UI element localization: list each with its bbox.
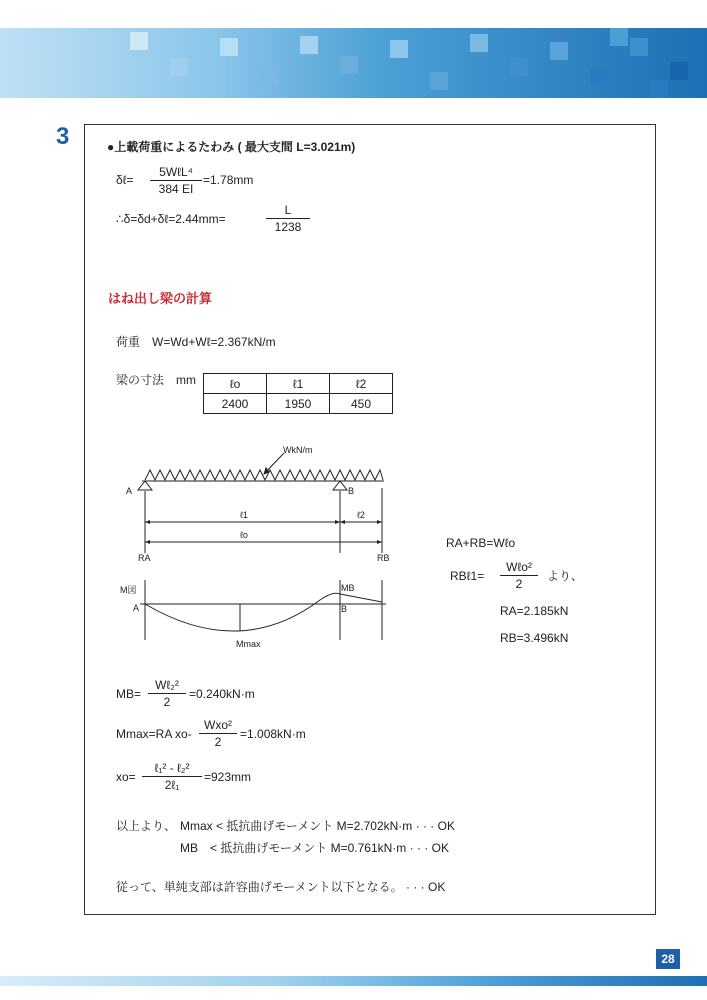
dims-header-l0: ℓo xyxy=(204,374,267,394)
reaction-sum: RA+RB=Wℓo xyxy=(446,536,516,550)
load-label: WkN/m xyxy=(283,445,313,455)
mb-fraction xyxy=(148,678,186,709)
mmax-label: Mmax xyxy=(236,639,261,649)
reaction-numerator: Wℓo² xyxy=(500,560,538,576)
eq1-lhs: δℓ= xyxy=(116,173,134,187)
reaction-tail: より、 xyxy=(547,569,584,583)
check1-prefix: 以上より、 xyxy=(116,819,177,833)
support-b-label: B xyxy=(348,486,355,496)
m-diagram-label: M図 xyxy=(120,585,137,595)
mb-result: =0.240kN·m xyxy=(189,687,255,701)
conclusion: 従って、単純支部は許容曲げモーメント以下となる。 · · · OK xyxy=(116,880,446,894)
load-zigzag xyxy=(145,470,383,480)
rb-label: RB xyxy=(377,553,390,563)
reaction-moment-lhs: RBℓ1= xyxy=(450,569,485,583)
eq2-denominator: 1238 xyxy=(274,220,302,234)
xo-fraction xyxy=(142,761,202,792)
dims-header-l2: ℓ2 xyxy=(330,374,393,394)
mb-lhs: MB= xyxy=(116,687,142,701)
dims-header-l1: ℓ1 xyxy=(267,374,330,394)
mb-denominator: 2 xyxy=(163,695,171,709)
eq1-denominator: 384 EI xyxy=(158,182,194,196)
m-b-label: B xyxy=(341,604,348,614)
ra-value: RA=2.185kN xyxy=(500,604,569,618)
support-b-icon xyxy=(333,481,347,490)
dims-label: 梁の寸法 mm xyxy=(116,373,196,387)
mmax-denominator: 2 xyxy=(214,735,222,749)
footer-bar xyxy=(0,976,707,986)
xo-lhs: xo= xyxy=(116,770,136,784)
dims-value-l2: 450 xyxy=(330,394,393,414)
section-number: 3 xyxy=(56,123,70,150)
rb-value: RB=3.496kN xyxy=(500,631,569,645)
mb-label: MB xyxy=(341,583,355,593)
xo-result: =923mm xyxy=(204,770,252,784)
support-a-label: A xyxy=(126,486,133,496)
m-a-label: A xyxy=(133,603,140,613)
reaction-denominator: 2 xyxy=(515,577,523,591)
dims-value-l0: 2400 xyxy=(204,394,267,414)
l1-label: ℓ1 xyxy=(240,510,248,520)
mmax-result: =1.008kN·m xyxy=(240,727,306,741)
page-number: 28 xyxy=(656,949,680,969)
cantilever-heading: はね出し梁の計算 xyxy=(108,291,213,306)
mb-numerator: Wℓ₂² xyxy=(148,678,186,694)
xo-denominator: 2ℓ₁ xyxy=(164,778,180,792)
eq1-result: =1.78mm xyxy=(203,173,254,187)
eq2-numerator: L xyxy=(266,203,310,219)
l0-label: ℓo xyxy=(240,530,248,540)
mmax-numerator: Wxo² xyxy=(199,718,237,734)
xo-numerator: ℓ₁² - ℓ₂² xyxy=(142,761,202,777)
check2: MB < 抵抗曲げモーメント M=0.761kN·m · · · OK xyxy=(180,841,449,855)
eq1-numerator: 5WℓL⁴ xyxy=(150,165,202,181)
ra-label: RA xyxy=(138,553,151,563)
support-a-icon xyxy=(138,481,152,490)
l2-label: ℓ2 xyxy=(357,510,365,520)
load-line: 荷重 W=Wd+Wℓ=2.367kN/m xyxy=(116,335,276,349)
deflection-heading: ●上載荷重によるたわみ ( 最大支間 L=3.021m) xyxy=(107,140,356,154)
dims-value-l1: 1950 xyxy=(267,394,330,414)
mmax-fraction xyxy=(199,718,237,749)
eq2-lhs: ∴δ=δd+δℓ=2.44mm= xyxy=(116,212,226,226)
check1: Mmax < 抵抗曲げモーメント M=2.702kN·m · · · OK xyxy=(180,819,455,833)
reaction-fraction xyxy=(500,560,538,591)
mmax-lhs: Mmax=RA xo- xyxy=(116,727,192,741)
